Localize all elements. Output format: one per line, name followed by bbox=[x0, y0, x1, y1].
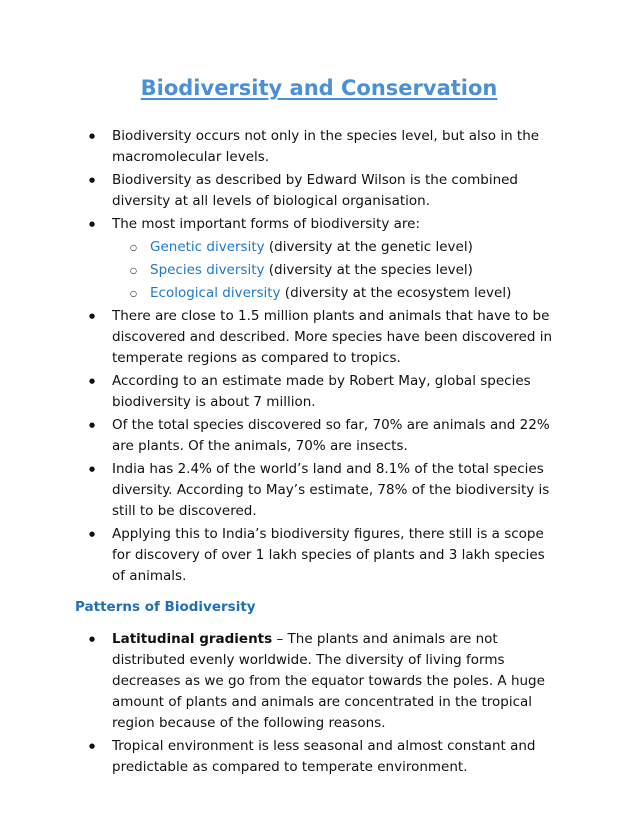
sublist-item bbox=[150, 283, 562, 304]
list-item: ● Tropical environment is less seasonal and almost constant and predictable as compared to temperate environment. bbox=[112, 736, 562, 778]
list-item: ● India has 2.4% of the world’s land and 8.1% of the total species diversity. According to May’s estimate, 78% of the biodiversity is still to be discovered. bbox=[112, 459, 562, 522]
term-description: (diversity at the ecosystem level) bbox=[280, 285, 512, 301]
list-item: ● According to an estimate made by Robert May, global species biodiversity is about 7 million. bbox=[112, 371, 562, 413]
term-description: (diversity at the species level) bbox=[264, 262, 473, 278]
term-genetic-diversity: Genetic diversity bbox=[150, 239, 265, 255]
list-item: ● Applying this to India’s biodiversity figures, there still is a scope for discovery of over 1 lakh species of plants and 3 lakh species of animals. bbox=[112, 524, 562, 587]
latitudinal-term: Latitudinal gradients bbox=[112, 631, 273, 647]
page-title: Biodiversity and Conservation bbox=[140, 76, 498, 100]
list-item bbox=[112, 629, 562, 734]
sublist-item bbox=[150, 237, 562, 258]
document-body bbox=[0, 126, 638, 780]
term-ecological-diversity: Ecological diversity bbox=[150, 285, 281, 301]
section-heading: Patterns of Biodiversity bbox=[75, 599, 256, 615]
list-item: ● There are close to 1.5 million plants and animals that have to be discovered and described. More species have been discovered in temperate regions as compared to tropics. bbox=[112, 306, 562, 369]
forms-sublist bbox=[112, 237, 562, 304]
sublist-item bbox=[150, 260, 562, 281]
list-item-text: The most important forms of biodiversity are: bbox=[112, 216, 421, 232]
patterns-list bbox=[0, 629, 562, 778]
list-item: ● Of the total species discovered so far, 70% are animals and 22% are plants. Of the animals, 70% are insects. bbox=[112, 415, 562, 457]
latitudinal-text: – The plants and animals are not distributed evenly worldwide. The diversity of living forms decreases as we go from the equator towards the poles. A huge amount of plants and animals are concentrated in the tropical region because of the following reasons. bbox=[112, 631, 545, 731]
list-item bbox=[112, 214, 562, 304]
list-item: ● Biodiversity as described by Edward Wilson is the combined diversity at all levels of biological organisation. bbox=[112, 170, 562, 212]
list-item: ● Biodiversity occurs not only in the species level, but also in the macromolecular levels. bbox=[112, 126, 562, 168]
term-description: (diversity at the genetic level) bbox=[264, 239, 473, 255]
bullet-list bbox=[0, 126, 562, 587]
term-species-diversity: Species diversity bbox=[150, 262, 265, 278]
